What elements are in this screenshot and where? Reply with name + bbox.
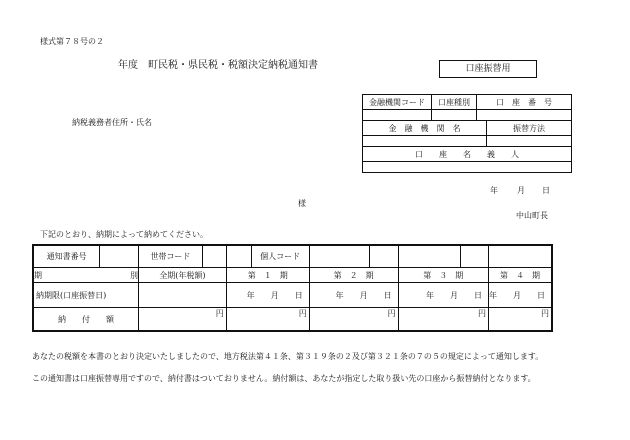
period-2-header: 第 ２ 期: [309, 268, 398, 283]
date-month: 月: [517, 186, 525, 195]
account-number-cell: [477, 110, 572, 121]
due-year: 年: [246, 290, 255, 300]
amount-period-1: [226, 308, 309, 332]
household-code-cell-2: [226, 245, 251, 268]
form-number: 様式第７８号の２: [40, 37, 104, 46]
due-day: 日: [383, 290, 392, 300]
due-date-period-3: [398, 283, 488, 308]
blank-cell: [398, 245, 460, 268]
due-day: 日: [474, 290, 482, 300]
due-day: 日: [294, 290, 303, 300]
payment-notice: 下記のとおり、納期によって納めてください。: [40, 230, 208, 239]
account-type-cell: [432, 110, 477, 121]
amount-annual: [139, 308, 227, 332]
account-holder-cell: [363, 162, 572, 173]
account-transfer-stamp: 口座振替用: [439, 60, 537, 78]
notice-number-label: 通知書番号: [33, 245, 100, 268]
amount-period-2: [309, 308, 398, 332]
yen-unit: 円: [478, 309, 486, 318]
yen-unit: 円: [298, 309, 307, 318]
due-date-label: 納期限(口座振替日): [33, 283, 139, 308]
due-day: 日: [537, 290, 545, 300]
due-month: 月: [359, 290, 368, 300]
due-date-period-1: [226, 283, 309, 308]
annual-total-header: 全期(年税額): [139, 268, 227, 283]
blank-cell: [489, 245, 553, 268]
taxpayer-label: 納税義務者住所・氏名: [72, 118, 152, 127]
yen-unit: 円: [387, 309, 396, 318]
date-year: 年: [490, 186, 498, 195]
personal-code-cell: [309, 245, 370, 268]
personal-code-cell-2: [370, 245, 398, 268]
bank-account-table: [362, 94, 572, 173]
due-year: 年: [335, 290, 344, 300]
blank-cell: [460, 245, 488, 268]
due-date-annual: [139, 283, 227, 308]
bank-code-cell: [363, 110, 432, 121]
honorific-sama: 様: [298, 199, 306, 208]
amount-period-4: [489, 308, 553, 332]
document-title: 年度 町民税・県民税・税額決定納税通知書: [118, 60, 318, 71]
tax-payment-table: [32, 244, 553, 332]
bank-code-header: 金融機関コード: [363, 95, 432, 110]
period-1-header: 第 １ 期: [226, 268, 309, 283]
due-month: 月: [450, 290, 458, 300]
period-4-header: 第 ４ 期: [489, 268, 553, 283]
amount-period-3: [398, 308, 488, 332]
household-code-cell: [202, 245, 226, 268]
due-year: 年: [489, 290, 497, 300]
personal-code-label: 個人コード: [251, 245, 309, 268]
issuer-mayor: 中山町長: [516, 211, 548, 220]
bank-name-header: 金 融 機 関 名: [363, 121, 487, 136]
legal-basis-note: あなたの税額を本書のとおり決定いたしましたので、地方税法第４１条、第３１９条の２及び第３２１条の７の５の規定によって通知します。: [32, 352, 544, 361]
due-date-period-4: [489, 283, 553, 308]
account-type-header: 口座種別: [432, 95, 477, 110]
account-transfer-note: この通知書は口座振替専用ですので、納付書はついておりません。納付額は、あなたが指定した取り扱い先の口座から振替納付となります。: [32, 374, 536, 383]
account-holder-header: 口 座 名 義 人: [363, 147, 572, 162]
due-date-period-2: [309, 283, 398, 308]
yen-unit: 円: [215, 309, 224, 318]
notice-number-cell: [100, 245, 139, 268]
bank-name-cell: [363, 136, 487, 147]
yen-unit: 円: [541, 309, 549, 318]
due-year: 年: [426, 290, 434, 300]
account-number-header: 口 座 番 号: [477, 95, 572, 110]
due-month: 月: [270, 290, 279, 300]
date-day: 日: [542, 186, 550, 195]
transfer-method-cell: [487, 136, 572, 147]
period-3-header: 第 ３ 期: [398, 268, 488, 283]
due-month: 月: [513, 290, 521, 300]
period-label: 期 別: [33, 268, 139, 283]
household-code-label: 世帯コード: [139, 245, 203, 268]
transfer-method-header: 振替方法: [487, 121, 572, 136]
amount-label: 納 付 額: [33, 308, 139, 332]
